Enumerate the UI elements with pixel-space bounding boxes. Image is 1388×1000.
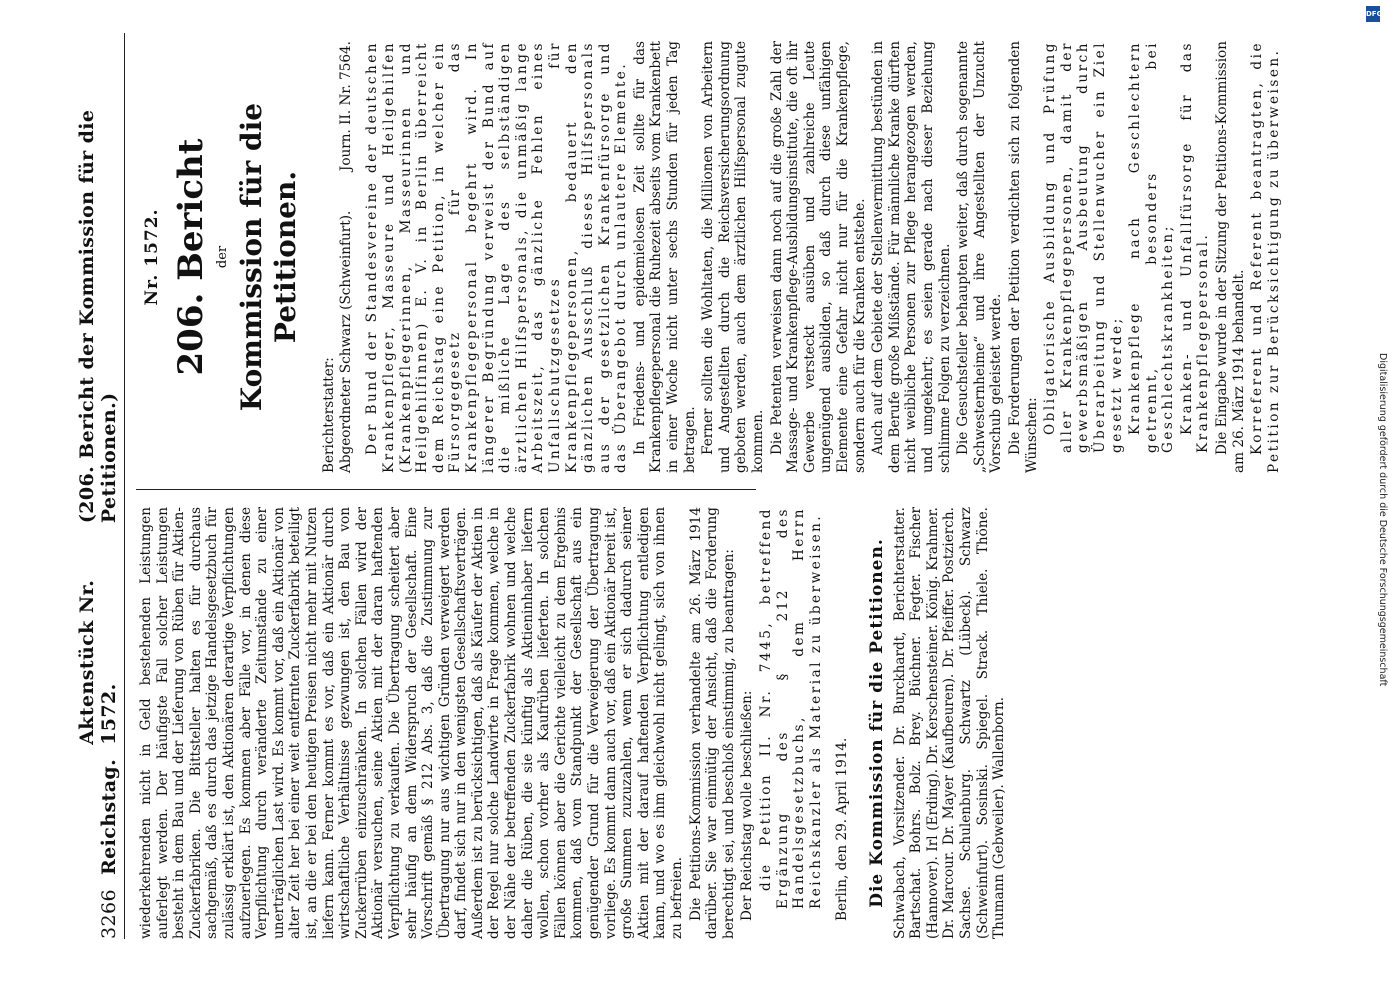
right-paragraph: Die Petenten verweisen dann noch auf die große Zahl der Massage- und Krankenpflege-Ausbildungsinstitute, die oft ihr Gewerbe versteckt ausüben und zahlreiche Leute ungenügend ausbilden, so daß durch diese unfähigen Elemente eine Gefahr nicht nur für die Krankenpflege, sondern auch für die Kranken entstehe.	[768, 41, 868, 473]
journal-number: Journ. II. Nr. 7564.	[337, 41, 354, 172]
wish-item: Kranken- und Unfallfürsorge für das Krankenpflegepersonal.	[1178, 41, 1212, 453]
right-paragraph: Der Bund der Standesvereine der deutschen Krankenpfleger, Masseure und Heilgehilfen (Krankenpflegerinnen, Masseurinnen und Heilgehilfinnen) E. V. in Berlin überreicht dem Reichstag eine Petition, in welcher ein Fürsorgegesetz für das Krankenpflegepersonal begehrt wird. In längerer Begründung verweist der Bund auf die mißliche Lage des selbständigen ärztlichen Hilfspersonals, die unmäßig lange Arbeitszeit, das gänzliche Fehlen eines Unfallschutzgesetzes für Krankenpflegepersonen, bedauert den gänzlichen Ausschluß dieses Hilfspersonals aus der gesetzlichen Krankenfürsorge und das Überangebot durch unlautere Elemente.	[364, 41, 630, 473]
wish-item: Krankenpflege nach Geschlechtern getrennt, besonders bei Geschlechtskrankheiten;	[1127, 41, 1177, 453]
right-paragraph: In Friedens- und epidemielosen Zeit sollte für das Krankenpflegepersonal die Ruhezeit abseits vom Krankenbett in einer Woche nicht unter sechs Stunden für jeden Tag betragen.	[631, 41, 698, 473]
closing-paragraph: Korreferent und Referent beantragten, die Petition zur Berücksichtigung zu überweisen.	[1249, 41, 1282, 473]
report-der: der	[214, 245, 230, 269]
header-reichstag: Reichstag.	[98, 758, 120, 876]
header-rule	[124, 33, 125, 939]
right-paragraph: Die Forderungen der Petition verdichten sich zu folgenden Wünschen:	[1006, 41, 1040, 473]
motion-intro: Der Reichstag wolle beschließen:	[739, 690, 756, 921]
right-paragraph: Ferner sollten die Wohltaten, die Millionen von Arbeitern und Angestellten durch die Reichsversicherungsordnung geboten werden, auch dem ärztlichen Hilfspersonal zugute kommen.	[700, 41, 767, 473]
left-paragraph: Die Petitions-Kommission verhandelte am 26. März 1914 darüber. Sie war einmütig der Ansicht, daß die Forderung berechtigt sei, und beschloß einstimmig, zu beantragen:	[687, 507, 737, 939]
digitization-note: Digitalisierung gefördert durch die Deutsche Forschungsgemeinschaft	[1377, 353, 1388, 687]
right-paragraph: Die Gesuchsteller behaupten weiter, daß durch sogenannte „Schwesternheime“ und ihre Angestellten der Unzucht Vorschub geleistet werde.	[955, 41, 1005, 473]
commission-title: Die Kommission für die Petitionen.	[866, 538, 887, 908]
motion-text: die Petition II. Nr. 7445, betreffend Ergänzung des § 212 des Handelsgesetzbuchs, dem Herrn Reichskanzler als Material zu überweisen.	[757, 507, 824, 909]
right-paragraph: Auch auf dem Gebiete der Stellenvermittlung bestünden in dem Berufe große Mißstände. Für männliche Kranke dürften nicht weibliche Personen zur Pflege herangezogen werden, und umgekehrt; es seien gerade nach dieser Beziehung schlimme Folgen zu verzeichnen.	[870, 41, 953, 473]
left-paragraph: wiederkehrenden nicht in Geld bestehenden Leistungen auferlegt werden. Der häufigste Fall solcher Leistungen besteht in dem Bau und der Lieferung von Rüben für Aktien-Zuckerfabriken. Die Bittsteller halten es für durchaus sachgemäß, daß es durch das jetzige Handelsgesetzbuch für zulässig erklärt ist, den Aktionären derartige Verpflichtungen aufzuerlegen. Es kommen aber Fälle vor, in denen diese Verpflichtung durch veränderte Zeitumstände zu einer unerträglichen Last wird. Es kommt vor, daß ein Aktionär von alter Zeit her bei einer weit entfernten Zuckerfabrik beteiligt ist, an die er bei den heutigen Preisen nicht mehr mit Nutzen liefern kann. Ferner kommt es vor, daß ein Aktionär durch wirtschaftliche Verhältnisse gezwungen ist, den Bau von Zuckerrüben einzuschränken. In solchen Fällen wird der Aktionär versuchen, seine Aktien mit der daran haftenden Verpflichtung zu verkaufen. Die Übertragung scheitert aber sehr häufig an dem Widerspruch der Gesellschaft. Eine Vorschrift gemäß § 212 Abs. 3, daß die Zustimmung zur Übertragung nur aus wichtigen Gründen verweigert werden darf, findet sich nur in den wenigsten Gesellschaftsverträgen. Außerdem ist zu berücksichtigen, daß als Käufer der Aktien in der Regel nur solche Landwirte in Frage kommen, welche in der Nähe der betreffenden Zuckerfabrik wohnen und welche daher die Rüben, die sie künftig als Aktieninhaber liefern wollen, schon vorher als Kaufrüben lieferten. In solchen Fällen können aber die Gerichte vielleicht zu dem Ergebnis kommen, daß vom Standpunkt der Gesellschaft aus ein genügender Grund für die Verweigerung der Übertragung vorliege. Es kommt dann auch vor, daß ein Aktionär bereit ist, große Summen zuzuzahlen, wenn er sich dadurch seiner Aktien mit der darauf haftenden Verpflichtung entledigen kann, und wo es ihm gleichwohl nicht gelingt, sich von ihnen zu befreien.	[138, 507, 685, 939]
column-divider	[136, 489, 756, 490]
rapporteur-name: Abgeordneter Schwarz (Schweinfurt).	[337, 210, 354, 473]
closing-paragraph: Die Eingabe wurde in der Sitzung der Petitions-Kommission am 26. März 1914 behandelt.	[1214, 41, 1247, 473]
date-line: Berlin, den 29. April 1914.	[834, 737, 851, 921]
header-aktenstueck: Aktenstück Nr. 1572.	[76, 579, 120, 745]
report-subtitle: Kommission für die Petitionen.	[235, 102, 303, 412]
document-number: Nr. 1572.	[142, 208, 162, 306]
report-title: 206. Bericht	[170, 138, 211, 376]
right-column	[138, 41, 1320, 473]
page-header	[76, 33, 120, 939]
left-column	[138, 507, 1320, 939]
rapporteur-block	[321, 41, 354, 473]
header-report-title: (206. Bericht der Kommission für die Petitionen.)	[76, 109, 120, 524]
commission-members: Schwabach, Vorsitzender. Dr. Burckhardt, Berichterstatter. Bartschat. Bohrs. Bolz. Brey. Büchner. Fegter. Fischer (Hannover). Irl (Erding). Dr. Kerschensteiner. König. Krahmer. Dr. Marcour. Dr. Mayer (Kaufbeuren). Dr. Pfeiffer. Postzierch. Sachse. Schulenburg. Schwartz (Lübeck). Schwarz (Schweinfurt). Sosinski. Spiegel. Strack. Thiele. Thöne. Thumann (Gebweiler). Wallenborn.	[891, 507, 1008, 939]
rotated-page	[76, 33, 1320, 939]
page-number: 3266	[98, 889, 120, 939]
rapporteur-label: Berichterstatter:	[321, 357, 338, 473]
wish-item: Obligatorische Ausbildung und Prüfung aller Krankenpflegepersonen, damit der gewerbsmäßigen Ausbeutung durch Überarbeitung und Stellenwucher ein Ziel gesetzt werde;	[1042, 41, 1125, 453]
dfg-badge: DFG	[1366, 6, 1380, 22]
